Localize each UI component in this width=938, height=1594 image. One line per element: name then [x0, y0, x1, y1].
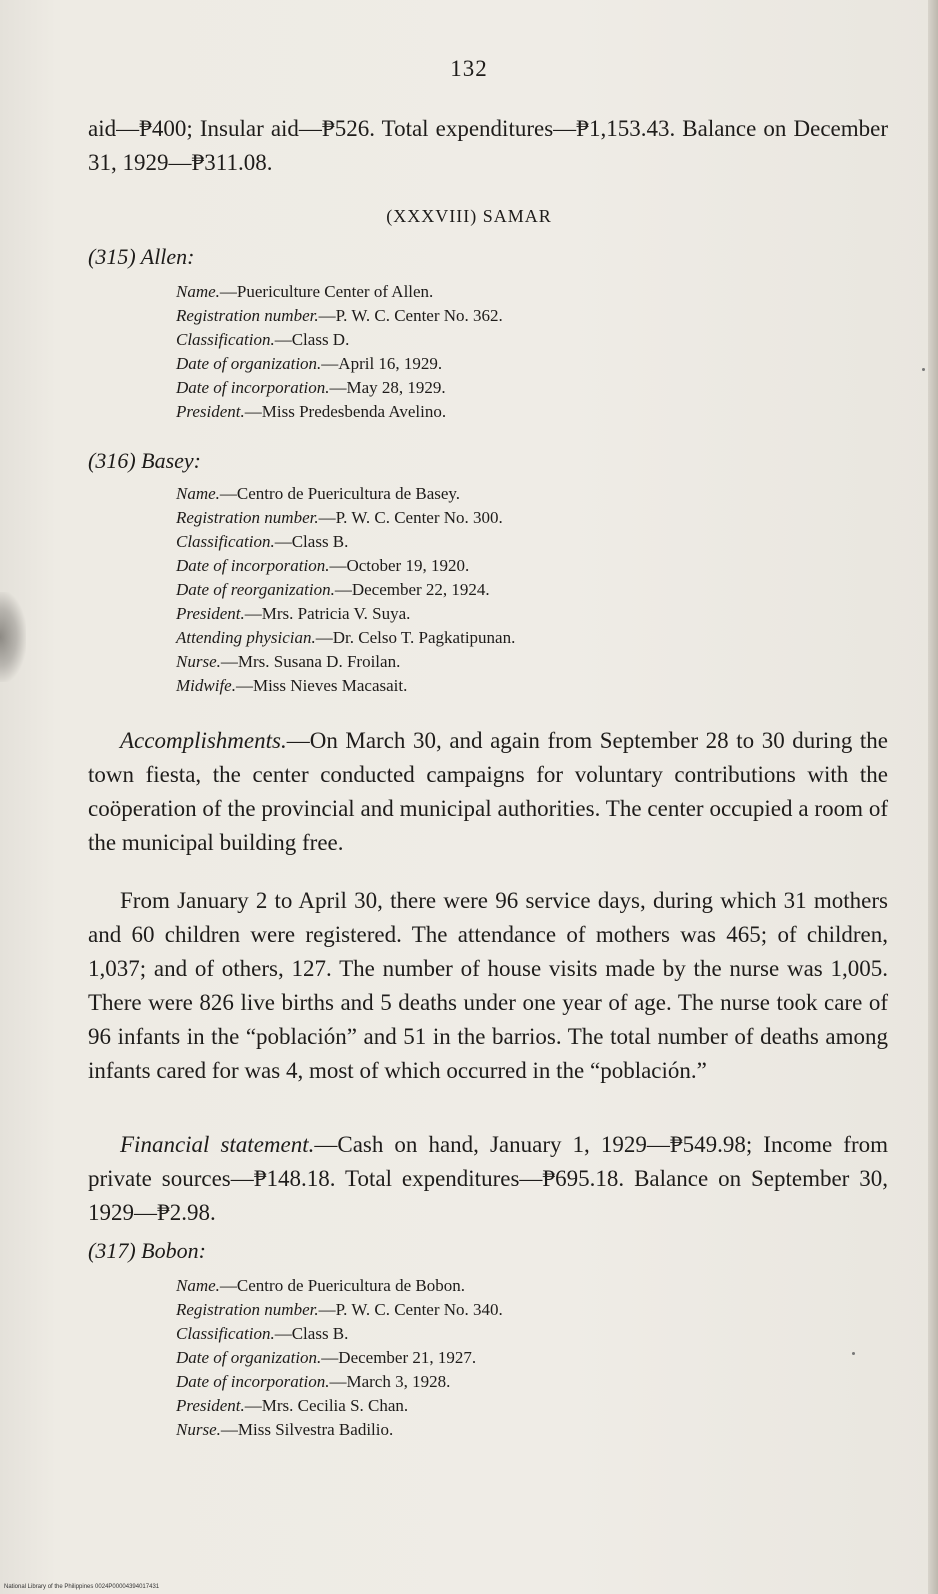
field-value: —P. W. C. Center No. 300.	[318, 508, 503, 527]
field-row	[176, 506, 515, 530]
financial-paragraph	[88, 1128, 888, 1230]
section-title: (XXXVIII) SAMAR	[386, 206, 552, 226]
field-value: —Centro de Puericultura de Basey.	[219, 484, 461, 503]
field-value: —April 16, 1929.	[321, 354, 443, 373]
entry-fields-bobon	[176, 1274, 503, 1442]
entry-fields-basey	[176, 482, 515, 698]
entry-heading-basey: (316) Basey:	[88, 448, 202, 473]
field-value: —P. W. C. Center No. 340.	[318, 1300, 503, 1319]
entry-heading-bobon: (317) Bobon:	[88, 1238, 206, 1263]
financial-lead: Financial statement.	[120, 1132, 315, 1157]
field-label: President.	[176, 604, 245, 623]
scan-thumb-shadow	[0, 592, 26, 682]
field-value: —P. W. C. Center No. 362.	[318, 306, 503, 325]
field-value: —March 3, 1928.	[329, 1372, 451, 1391]
field-label: Name.	[176, 282, 220, 301]
field-label: Nurse.	[176, 1420, 221, 1439]
field-row	[176, 626, 515, 650]
intro-paragraph: aid—₱400; Insular aid—₱526. Total expenditures—₱1,153.43. Balance on December 31, 1929—₱311.08.	[88, 116, 888, 175]
field-label: Nurse.	[176, 652, 221, 671]
field-label: Date of incorporation.	[176, 378, 330, 397]
accomplishments-lead: Accomplishments.	[120, 728, 287, 753]
field-value: —May 28, 1929.	[329, 378, 446, 397]
field-value: —October 19, 1920.	[329, 556, 470, 575]
field-row	[176, 328, 503, 352]
financial-text: —Cash on hand, January 1, 1929—₱549.98; Income from private sources—₱148.18. Total expenditures—₱695.18. Balance on September 30, 1929—₱2.98.	[88, 1132, 889, 1225]
scan-speck	[852, 1352, 855, 1355]
field-label: Classification.	[176, 1324, 275, 1343]
field-row	[176, 280, 503, 304]
field-label: Date of organization.	[176, 354, 322, 373]
field-row	[176, 650, 515, 674]
service-paragraph: From January 2 to April 30, there were 96 service days, during which 31 mothers and 60 children were registered. The attendance of mothers was 465; of children, 1,037; and of others, 127. The number of house visits made by the nurse was 1,005. There were 826 live births and 5 deaths under one year of age. The nurse took care of 96 infants in the “población” and 51 in the barrios. The total number of deaths among infants cared for was 4, most of which occurred in the “población.”	[88, 888, 888, 1083]
field-row	[176, 1346, 503, 1370]
field-value: —Miss Nieves Macasait.	[235, 676, 408, 695]
field-row	[176, 482, 515, 506]
field-label: Registration number.	[176, 306, 319, 325]
field-value: —Mrs. Cecilia S. Chan.	[244, 1396, 409, 1415]
field-label: President.	[176, 1396, 245, 1415]
field-row	[176, 1298, 503, 1322]
field-row	[176, 674, 515, 698]
field-value: —Mrs. Patricia V. Suya.	[244, 604, 411, 623]
field-row	[176, 352, 503, 376]
entry-heading-allen: (315) Allen:	[88, 244, 195, 269]
field-label: Registration number.	[176, 508, 319, 527]
field-label: Date of reorganization.	[176, 580, 335, 599]
field-label: Name.	[176, 1276, 220, 1295]
field-row	[176, 1274, 503, 1298]
page-number: 132	[450, 56, 488, 81]
field-value: —Puericulture Center of Allen.	[219, 282, 434, 301]
field-label: Name.	[176, 484, 220, 503]
field-value: —Miss Silvestra Badilio.	[220, 1420, 394, 1439]
field-row	[176, 1394, 503, 1418]
field-row	[176, 304, 503, 328]
field-value: —Class B.	[274, 1324, 349, 1343]
field-label: Registration number.	[176, 1300, 319, 1319]
field-label: Midwife.	[176, 676, 236, 695]
footer-credit: National Library of the Philippines 0024P00004394017431	[4, 1584, 160, 1590]
field-value: —Miss Predesbenda Avelino.	[244, 402, 447, 421]
field-value: —Class D.	[274, 330, 350, 349]
field-row	[176, 400, 503, 424]
field-value: —Centro de Puericultura de Bobon.	[219, 1276, 465, 1295]
field-value: —Mrs. Susana D. Froilan.	[220, 652, 401, 671]
accomplishments-paragraph	[88, 724, 888, 860]
field-label: Attending physician.	[176, 628, 316, 647]
field-row	[176, 376, 503, 400]
field-label: Date of incorporation.	[176, 1372, 330, 1391]
field-value: —Dr. Celso T. Pagkatipunan.	[315, 628, 516, 647]
field-row	[176, 578, 515, 602]
field-row	[176, 602, 515, 626]
field-row	[176, 1370, 503, 1394]
field-value: —Class B.	[274, 532, 349, 551]
field-label: President.	[176, 402, 245, 421]
field-label: Date of organization.	[176, 1348, 322, 1367]
entry-fields-allen	[176, 280, 503, 424]
field-value: —December 21, 1927.	[321, 1348, 477, 1367]
field-label: Date of incorporation.	[176, 556, 330, 575]
field-label: Classification.	[176, 330, 275, 349]
field-row	[176, 1322, 503, 1346]
accomplishments-text: —On March 30, and again from September 28 to 30 during the town fiesta, the center conducted campaigns for voluntary contributions with the coöperation of the provincial and municipal authorities. The center occupied a room of the municipal building free.	[88, 728, 888, 855]
field-label: Classification.	[176, 532, 275, 551]
field-value: —December 22, 1924.	[334, 580, 490, 599]
page-edge	[928, 0, 938, 1594]
field-row	[176, 530, 515, 554]
field-row	[176, 554, 515, 578]
scan-speck	[922, 368, 925, 371]
field-row	[176, 1418, 503, 1442]
